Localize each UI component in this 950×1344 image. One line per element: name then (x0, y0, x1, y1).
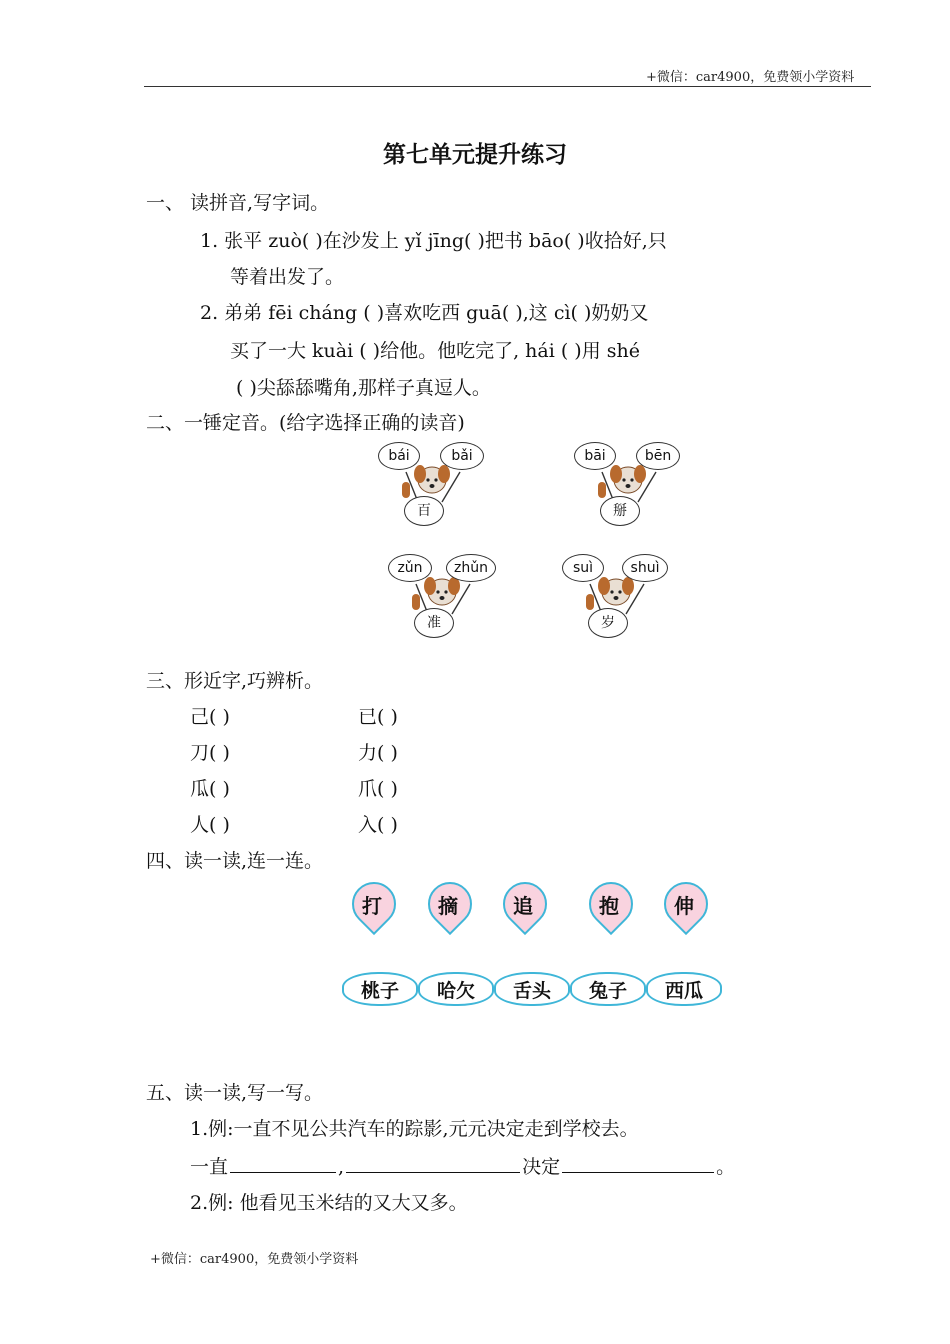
section-3-heading: 三、形近字,巧辨析。 (146, 670, 324, 692)
fill-middle: 决定 (522, 1156, 561, 1178)
page-title: 第七单元提升练习 (383, 142, 567, 168)
target-character: 百 (404, 496, 444, 526)
q2-line-1: 2. 弟弟 fēi cháng ( )喜欢吃西 guā( ),这 cì( )奶奶又 (200, 302, 649, 324)
q1-line-2: 等着出发了。 (230, 266, 345, 288)
char-pair-a-2: 刀( ) (190, 742, 230, 764)
section-5-heading: 五、读一读,写一写。 (146, 1082, 324, 1104)
q2-line-3: ( )尖舔舔嘴角,那样子真逗人。 (236, 377, 491, 399)
char-pair-b-2: 力( ) (358, 742, 398, 764)
noun-label: 西瓜 (664, 980, 703, 1002)
target-character: 准 (414, 608, 454, 638)
verb-label: 抱 (599, 894, 619, 918)
fill-comma: , (338, 1156, 345, 1178)
footer-watermark: +微信：car4900，免费领小学资料 (150, 1252, 359, 1267)
pinyin-group-3 (386, 552, 498, 642)
char-pair-a-3: 瓜( ) (190, 778, 230, 800)
fill-prefix: 一直 (190, 1156, 229, 1178)
pinyin-group-1 (376, 440, 488, 530)
verb-label: 摘 (438, 894, 458, 918)
verb-label: 伸 (674, 894, 694, 918)
pinyin-option-right[interactable]: zhǔn (446, 554, 496, 582)
fill-in-line (190, 1152, 735, 1179)
fill-end: 。 (716, 1156, 736, 1178)
pinyin-option-left[interactable]: bái (378, 442, 420, 470)
char-pair-b-1: 已( ) (358, 706, 398, 728)
blank-3[interactable] (562, 1154, 714, 1173)
verb-label: 打 (362, 894, 382, 918)
pinyin-option-left[interactable]: suì (562, 554, 604, 582)
char-pair-a-1: 己( ) (190, 706, 230, 728)
noun-label: 哈欠 (436, 980, 475, 1002)
target-character: 掰 (600, 496, 640, 526)
pinyin-option-right[interactable]: bēn (636, 442, 680, 470)
example-1: 1.例:一直不见公共汽车的踪影,元元决定走到学校去。 (190, 1118, 639, 1140)
noun-label: 舌头 (512, 980, 551, 1002)
section-4-heading: 四、读一读,连一连。 (146, 850, 324, 872)
pinyin-option-right[interactable]: shuì (622, 554, 668, 582)
target-character: 岁 (588, 608, 628, 638)
char-pair-a-4: 人( ) (190, 814, 230, 836)
header-watermark: +微信：car4900，免费领小学资料 (646, 70, 855, 85)
blank-2[interactable] (346, 1154, 520, 1173)
section-2-heading: 二、一锤定音。(给字选择正确的读音) (146, 412, 465, 434)
pinyin-option-left[interactable]: zǔn (388, 554, 432, 582)
pinyin-group-2 (572, 440, 684, 530)
q2-line-2: 买了一大 kuài ( )给他。他吃完了, hái ( )用 shé (230, 340, 640, 362)
noun-label: 兔子 (588, 980, 627, 1002)
pinyin-group-4 (560, 552, 672, 642)
pinyin-option-right[interactable]: bǎi (440, 442, 484, 470)
q1-line-1: 1. 张平 zuò( )在沙发上 yǐ jīng( )把书 bāo( )收拾好,只 (200, 230, 667, 252)
verb-label: 追 (513, 894, 533, 918)
pinyin-option-left[interactable]: bāi (574, 442, 616, 470)
blank-1[interactable] (230, 1154, 336, 1173)
example-2: 2.例: 他看见玉米结的又大又多。 (190, 1192, 468, 1214)
noun-label: 桃子 (360, 980, 399, 1002)
char-pair-b-4: 入( ) (358, 814, 398, 836)
header-rule (144, 86, 871, 87)
section-1-heading: 一、 读拼音,写字词。 (146, 192, 330, 214)
char-pair-b-3: 爪( ) (358, 778, 398, 800)
